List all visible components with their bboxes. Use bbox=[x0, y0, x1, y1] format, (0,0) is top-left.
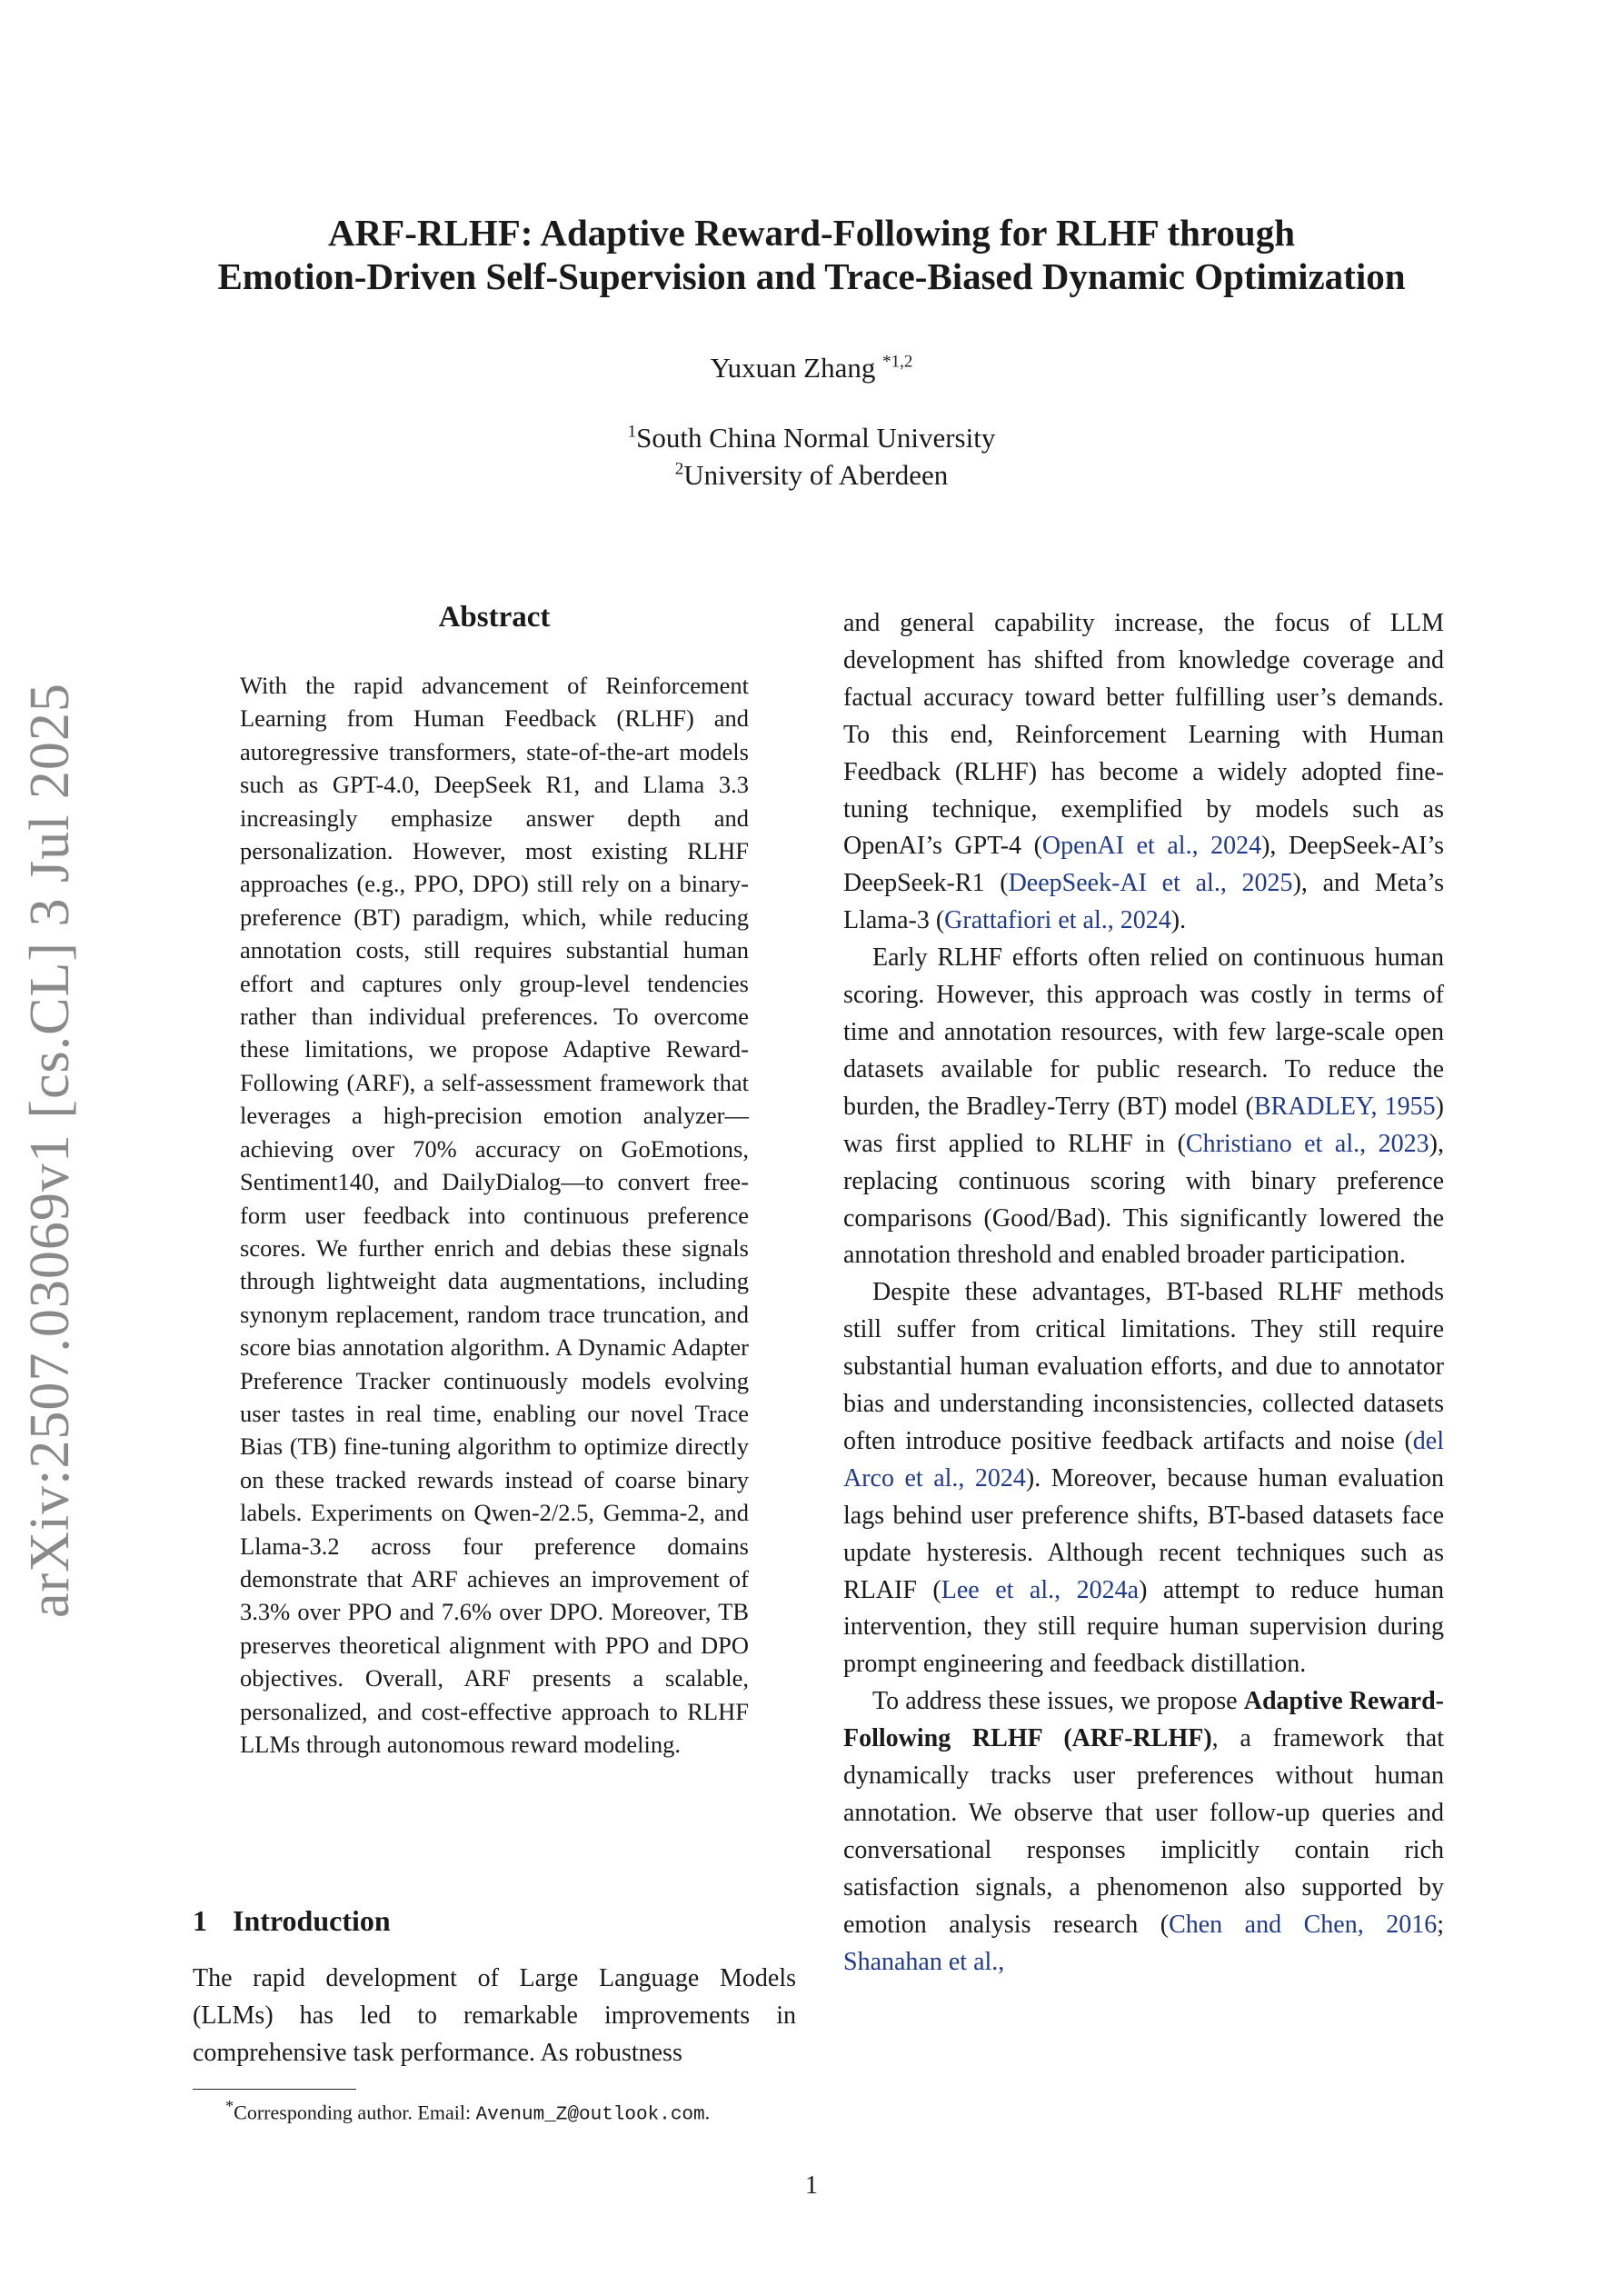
text: , a framework that dynamically tracks user preferences without human annotation. We observe that user follow-up queries and conversational responses implicitly contain rich satisfaction signals, a phenomenon also supported by emotion analysis research ( bbox=[843, 1724, 1444, 1939]
introduction-text: The rapid development of Large Language Models (LLMs) has led to remarkable improvements in comprehensive task performance. As robustness bbox=[193, 1964, 796, 2067]
author bbox=[0, 352, 1623, 384]
footnote-mark: * bbox=[225, 2097, 234, 2115]
paper-title bbox=[0, 211, 1623, 298]
footnote-end: . bbox=[704, 2101, 711, 2124]
section-heading-introduction bbox=[193, 1904, 391, 1938]
affiliation-name: South China Normal University bbox=[636, 422, 996, 454]
text: ), replacing continuous scoring with binary preference comparisons (Good/Bad). This significantly lowered the annotation threshold and enabled broader participation. bbox=[843, 1129, 1444, 1270]
abstract-text: With the rapid advancement of Reinforcement Learning from Human Feedback (RLHF) and autoregressive transformers, state-of-the-art models such as GPT-4.0, DeepSeek R1, and Llama 3.3 increasingly emphasize answer depth and personalization. However, most existing RLHF approaches (e.g., PPO, DPO) still rely on a binary-preference (BT) paradigm, which, while reducing annotation costs, still requires substantial human effort and captures only group-level tendencies rather than individual preferences. To overcome these limitations, we propose Adaptive Reward-Following (ARF), a self-assessment framework that leverages a high-precision emotion analyzer—achieving over 70% accuracy on GoEmotions, Sentiment140, and DailyDialog—to convert free-form user feedback into continuous preference scores. We further enrich and debias these signals through lightweight data augmentations, including synonym replacement, random trace truncation, and score bias annotation algorithm. A Dynamic Adapter Preference Tracker continuously models evolving user tastes in real time, enabling our novel Trace Bias (TB) fine-tuning algorithm to optimize directly on these tracked rewards instead of coarse binary labels. Experiments on Qwen-2/2.5, Gemma-2, and Llama-3.2 across four preference domains demonstrate that ARF achieves an improvement of 3.3% over PPO and 7.6% over DPO. Moreover, TB preserves theoretical alignment with PPO and DPO objectives. Overall, ARF presents a scalable, personalized, and cost-effective approach to RLHF LLMs through autonomous reward modeling. bbox=[240, 672, 749, 1758]
page-number: 1 bbox=[805, 2171, 818, 2200]
citation-link[interactable]: DeepSeek-AI et al., 2025 bbox=[1008, 869, 1293, 898]
footnote-rule bbox=[193, 2089, 356, 2090]
text: ) was first applied to RLHF in ( bbox=[843, 1092, 1444, 1158]
affiliation-name: University of Aberdeen bbox=[683, 459, 949, 491]
citation-link[interactable]: OpenAI et al., 2024 bbox=[1041, 832, 1262, 861]
arxiv-identifier: arXiv:2507.03069v1 [cs.CL] 3 Jul 2025 bbox=[19, 683, 81, 1618]
author-name: Yuxuan Zhang bbox=[710, 352, 876, 384]
paragraph-3 bbox=[843, 1274, 1444, 1683]
citation-link[interactable]: BRADLEY, 1955 bbox=[1253, 1092, 1436, 1121]
method-name: Adaptive Reward-Following RLHF (ARF-RLHF) bbox=[843, 1687, 1444, 1753]
citation-link[interactable]: del Arco et al., 2024 bbox=[843, 1426, 1444, 1492]
section-number: 1 bbox=[193, 1904, 207, 1937]
author-marks: *1,2 bbox=[882, 352, 913, 372]
citation-link[interactable]: Chen and Chen, 2016 bbox=[1169, 1910, 1438, 1939]
paragraph-2 bbox=[843, 940, 1444, 1274]
right-column bbox=[843, 605, 1444, 1982]
title-line-2: Emotion-Driven Self-Supervision and Trace-Biased Dynamic Optimization bbox=[217, 255, 1406, 297]
citation-link[interactable]: Christiano et al., 2023 bbox=[1185, 1129, 1429, 1158]
abstract-heading: Abstract bbox=[438, 601, 551, 634]
section-title: Introduction bbox=[233, 1904, 391, 1937]
affiliation-2 bbox=[0, 459, 1623, 492]
text: ). bbox=[1170, 906, 1187, 935]
affiliation-mark: 2 bbox=[674, 459, 684, 479]
footnote-text: Corresponding author. Email: bbox=[234, 2101, 476, 2124]
citation-link[interactable]: Shanahan et al., bbox=[843, 1947, 1005, 1976]
affiliation-1 bbox=[0, 422, 1623, 454]
text: ; bbox=[1437, 1910, 1444, 1939]
footnote bbox=[225, 2097, 710, 2125]
title-line-1: ARF-RLHF: Adaptive Reward-Following for RLHF through bbox=[327, 212, 1296, 254]
text: Early RLHF efforts often relied on continuous human scoring. However, this approach was costly in terms of time and annotation resources, with few large-scale open datasets available for public research. To reduce the burden, the Bradley-Terry (BT) model ( bbox=[843, 943, 1444, 1121]
paragraph-4 bbox=[843, 1683, 1444, 1981]
citation-link[interactable]: Lee et al., 2024a bbox=[941, 1575, 1140, 1604]
text: and general capability increase, the focus of LLM development has shifted from knowledge coverage and factual accuracy toward better fulfilling user’s demands. To this end, Reinforcement Learning with Human Feedback (RLHF) has become a widely adopted fine-tuning technique, exemplified by models such as OpenAI’s GPT-4 ( bbox=[843, 609, 1444, 861]
citation-link[interactable]: Grattafiori et al., 2024 bbox=[944, 906, 1171, 935]
text: ) attempt to reduce human intervention, they still require human supervision during prompt engineering and feedback distillation. bbox=[843, 1575, 1444, 1679]
text: ), and Meta’s Llama-3 ( bbox=[843, 869, 1444, 935]
footnote-email[interactable]: Avenum_Z@outlook.com bbox=[475, 2104, 705, 2126]
text: To address these issues, we propose bbox=[872, 1687, 1244, 1716]
text: Despite these advantages, BT-based RLHF methods still suffer from critical limitations. They still require substantial human evaluation efforts, and due to annotator bias and understanding inconsistencies, collected datasets often introduce positive feedback artifacts and noise ( bbox=[843, 1278, 1444, 1455]
text: ). Moreover, because human evaluation lags behind user preference shifts, BT-based datasets face update hysteresis. Although recent techniques such as RLAIF ( bbox=[843, 1463, 1444, 1604]
affiliation-mark: 1 bbox=[627, 422, 637, 442]
text: ), DeepSeek-AI’s DeepSeek-R1 ( bbox=[843, 832, 1445, 898]
paragraph-1 bbox=[843, 605, 1444, 940]
